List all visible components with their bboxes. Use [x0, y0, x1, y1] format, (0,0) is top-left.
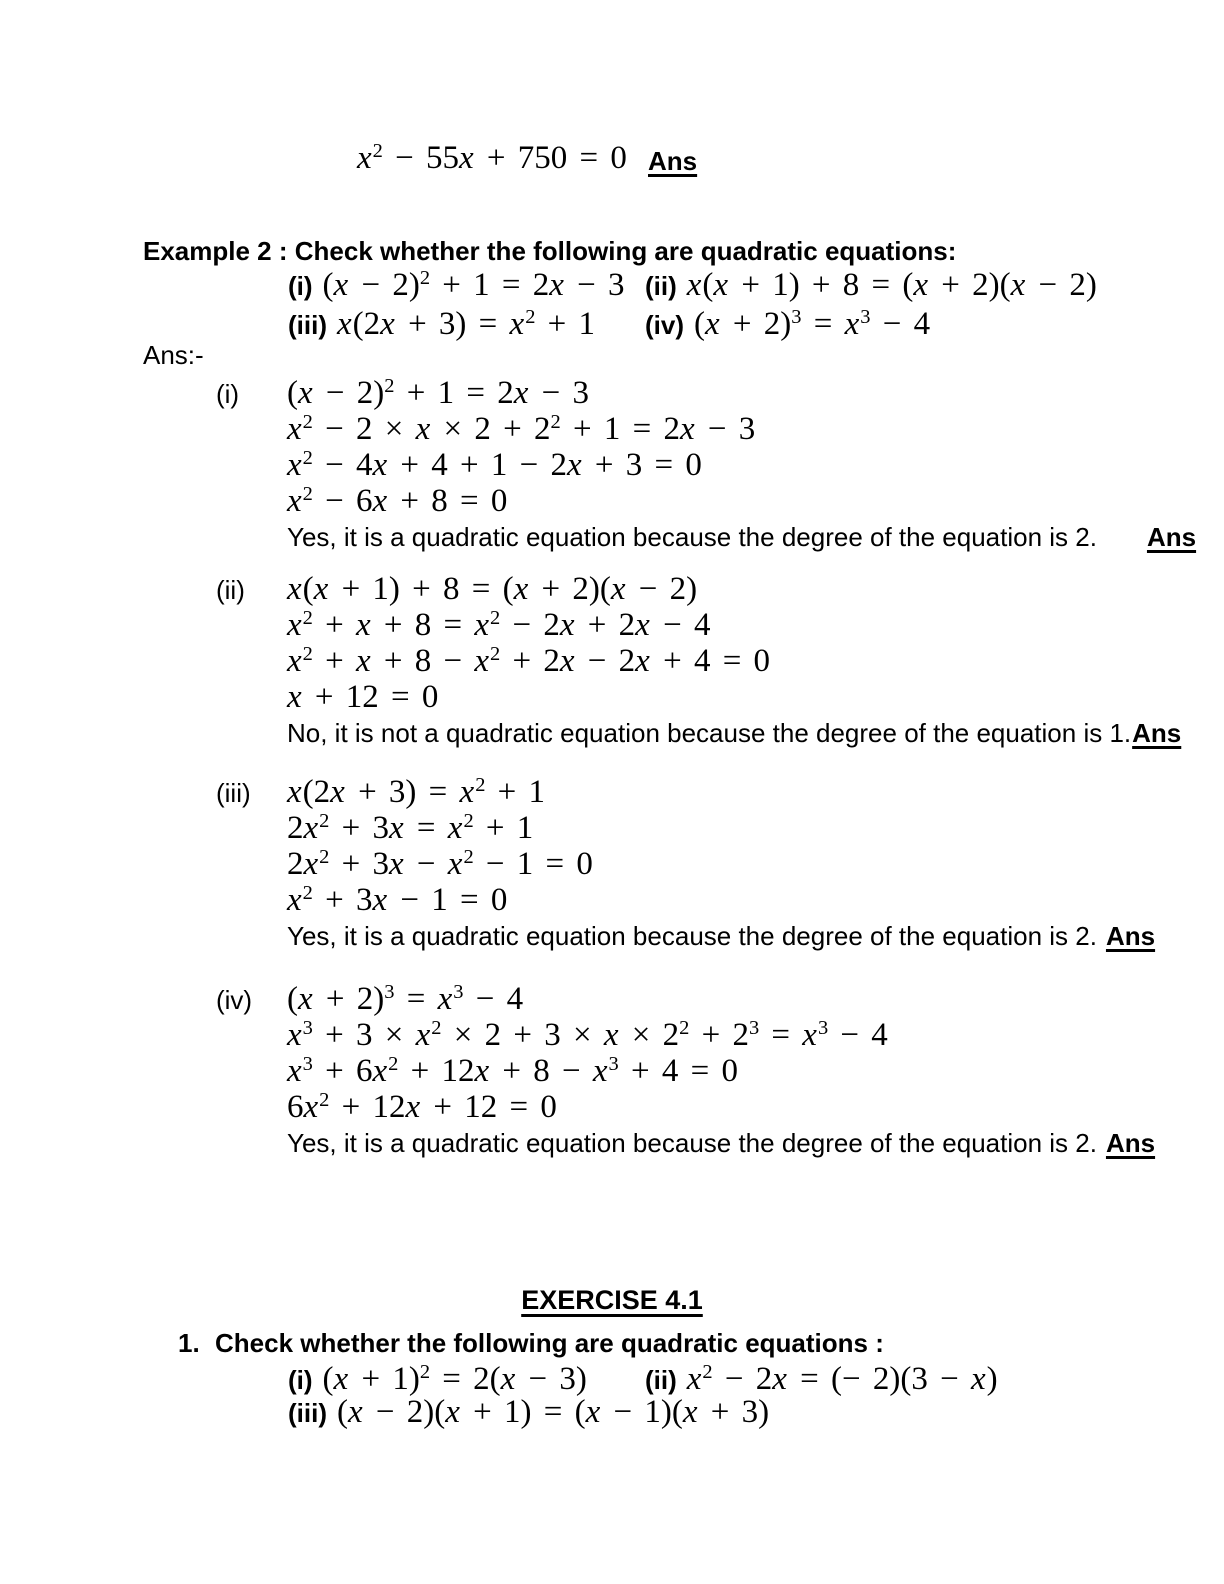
solution-step: $(x + 2)^3 = x^3 - 4$ — [287, 980, 524, 1017]
solution-step: x + 12 = 0 — [287, 679, 439, 715]
conclusion-text: Yes, it is a quadratic equation because the degree of the equation is 2. — [287, 522, 1097, 552]
example2-problem-ii — [645, 267, 1097, 304]
ans-label: Ans — [1132, 718, 1182, 748]
solution-step: $x^2 - 2 \times x \times 2 + 2^2 + 1 = 2x - 3$ — [287, 410, 756, 447]
example2-problem-i — [288, 267, 625, 304]
ans-label: Ans — [1146, 522, 1197, 552]
solution-step: $2x^2 + 3x = x^2 + 1$ — [287, 809, 534, 846]
solution-step: $x(2x + 3) = x^2 + 1$ — [287, 773, 546, 810]
problem-equation: (x − 2)(x + 1) = (x − 1)(x + 3) — [337, 1394, 770, 1430]
solution-iv — [0, 981, 1224, 1158]
solution-label: (i) — [216, 379, 240, 409]
problem-label: (i) — [288, 1365, 313, 1395]
solution-step: $x^2 - 4x + 4 + 1 - 2x + 3 = 0$ — [287, 446, 702, 483]
conclusion-line — [287, 522, 1224, 552]
conclusion-text: Yes, it is a quadratic equation because the degree of the equation is 2. — [287, 1128, 1097, 1158]
problem-label: (ii) — [645, 1365, 677, 1395]
conclusion-line — [287, 1128, 1224, 1158]
example2-problem-iv — [645, 306, 930, 343]
solution-step: $x^2 + 3x - 1 = 0$ — [287, 881, 508, 918]
exercise-problem-i — [288, 1361, 587, 1398]
problem-label: (iii) — [288, 310, 327, 340]
solution-step: $2x^2 + 3x - x^2 - 1 = 0$ — [287, 845, 593, 882]
problem-label: (iii) — [288, 1398, 327, 1428]
solution-label: (iv) — [216, 985, 253, 1015]
example2-problem-iii — [288, 306, 595, 343]
problem-equation: $(x + 2)^3 = x^3 - 4$ — [694, 305, 931, 342]
conclusion-text: No, it is not a quadratic equation because the degree of the equation is 1. — [287, 718, 1132, 748]
exercise-problem-ii — [645, 1361, 998, 1398]
problem-label: (ii) — [645, 271, 677, 301]
solution-ii — [0, 571, 1224, 748]
ans-label: Ans — [1105, 1128, 1156, 1158]
problem-equation: $x^2 - 2x$ = (− 2)(3 − x) — [686, 1360, 998, 1397]
conclusion-text: Yes, it is a quadratic equation because the degree of the equation is 2. — [287, 921, 1097, 951]
question-text: Check whether the following are quadratic equations : — [215, 1328, 884, 1358]
solution-step: $x^3 + 6x^2 + 12x + 8 - x^3 + 4 = 0$ — [287, 1052, 738, 1089]
conclusion-line — [287, 921, 1224, 951]
solution-step: $x^3 + 3 \times x^2 \times 2 + 3 \times x \times 2^2 + 2^3 = x^3 - 4$ — [287, 1016, 888, 1053]
ans-label: Ans — [648, 146, 698, 176]
solution-iii — [0, 774, 1224, 951]
problem-equation: $x(2x + 3) = x^2 + 1$ — [337, 305, 596, 342]
solution-step: $6x^2 + 12x + 12 = 0$ — [287, 1088, 557, 1125]
exercise-problem-iii — [288, 1394, 769, 1431]
final-equation: $x^2 - 55x + 750 = 0$ — [357, 139, 627, 176]
problem-equation: $(x - 2)^2 + 1 = 2x - 3$ — [322, 266, 625, 303]
problem-equation: x(x + 1) + 8 = (x + 2)(x − 2) — [686, 267, 1097, 303]
solution-i — [0, 375, 1224, 552]
exercise-title-row — [0, 1285, 1224, 1316]
solution-step: $(x - 2)^2 + 1 = 2x - 3$ — [287, 374, 589, 411]
solution-step: $x^2 + x + 8 - x^2 + 2x - 2x + 4 = 0$ — [287, 642, 771, 679]
ans-label: Ans — [1105, 921, 1156, 951]
solution-step: $x^2 + x + 8 = x^2 - 2x + 2x - 4$ — [287, 606, 711, 643]
solution-label: (iii) — [216, 778, 251, 808]
exercise-title: EXERCISE 4.1 — [521, 1285, 703, 1315]
problem-label: (iv) — [645, 310, 684, 340]
solution-step: $x^2 - 6x + 8 = 0$ — [287, 482, 508, 519]
solution-label: (ii) — [216, 575, 245, 605]
question-number: 1. — [178, 1328, 200, 1358]
solution-step: x(x + 1) + 8 = (x + 2)(x − 2) — [287, 571, 698, 607]
problem-equation: $(x + 1)^2 = 2(x - 3)$ — [322, 1360, 587, 1397]
problem-label: (i) — [288, 271, 313, 301]
example2-heading: Example 2 : Check whether the following are quadratic equations: — [143, 236, 957, 266]
answer-heading: Ans:- — [143, 340, 204, 370]
conclusion-line — [287, 718, 1224, 748]
